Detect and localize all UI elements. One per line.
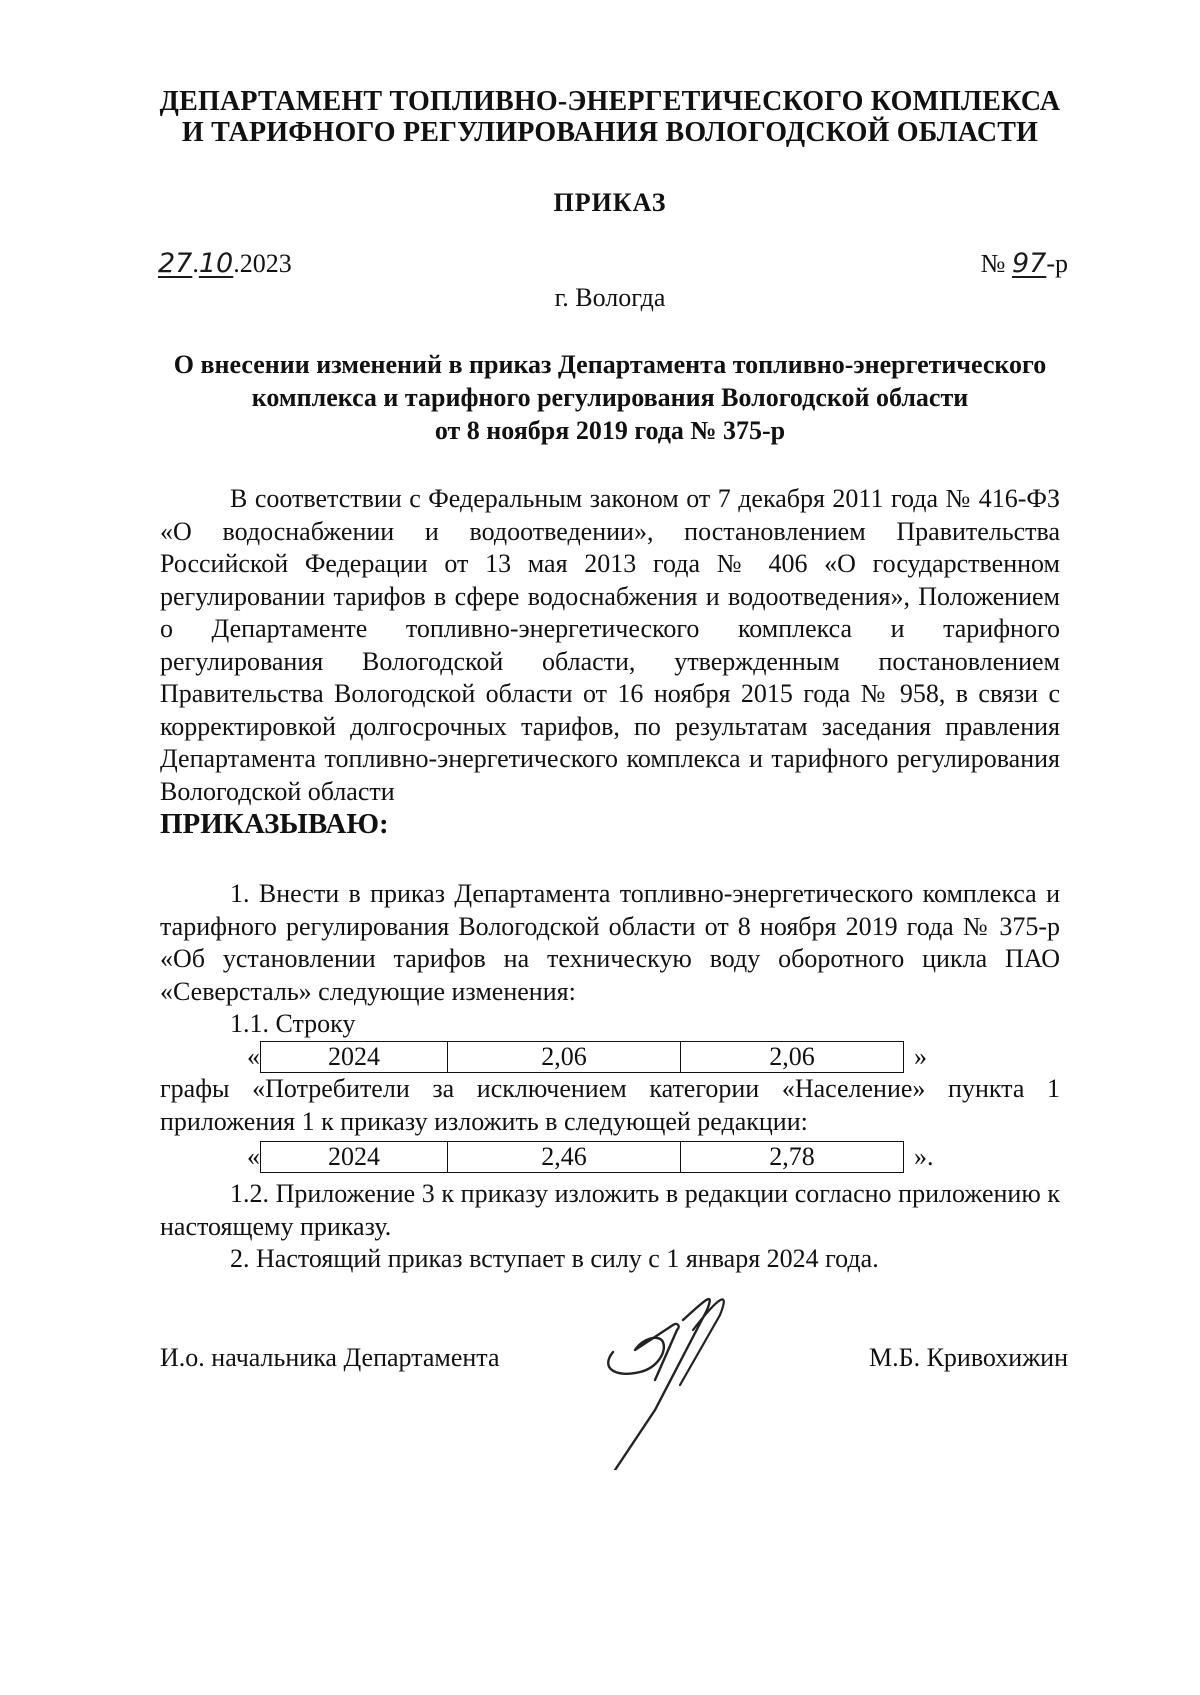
header-line-1: ДЕПАРТАМЕНТ ТОПЛИВНО-ЭНЕРГЕТИЧЕСКОГО КОМПЛЕКСА	[159, 86, 1061, 117]
old-row-line	[228, 1040, 927, 1073]
between-paragraph: графы «Потребители за исключением категории «Население» пункта 1 приложения 1 к приказу изложить в следующей редакции:	[160, 1074, 1060, 1136]
item-2: 2. Настоящий приказ вступает в силу с 1 января 2024 года.	[230, 1244, 879, 1273]
order-subject	[160, 348, 1060, 447]
item-1-1: 1.1. Строку	[230, 1009, 356, 1038]
new-row-open-quote: «	[247, 1141, 260, 1171]
preamble-paragraph: В соответствии с Федеральным законом от 7 декабря 2011 года № 416-ФЗ «О водоснабжении и водоотведении», постановлением Правительства Российской Федерации от 13 мая 2013 года № 406 «О государственном регулировании тарифов в сфере водоснабжения и водоотведения», Положением о Департаменте топливно-энергетического комплекса и тарифного регулирования Вологодской области, утвержденным постановлением Правительства Вологодской области от 16 ноября 2015 года № 958, в связи с корректировкой долгосрочных тарифов, по результатам заседания правления Департамента топливно-энергетического комплекса и тарифного регулирования Вологодской области	[160, 484, 1060, 806]
old-tariff-row	[260, 1041, 904, 1073]
old-row-value-2: 2,06	[769, 1041, 815, 1071]
new-row-line	[228, 1140, 934, 1173]
old-row-value-1: 2,06	[448, 1042, 681, 1072]
order-date	[158, 248, 292, 279]
order-number	[981, 248, 1068, 279]
old-row-year: 2024	[261, 1042, 448, 1072]
date-month: 10	[198, 248, 234, 279]
number-prefix: №	[980, 249, 1012, 278]
handwritten-signature	[595, 1290, 765, 1470]
date-separator: .	[192, 249, 199, 278]
old-row-open-quote: «	[247, 1041, 260, 1071]
number-value: 97	[1011, 248, 1047, 279]
city: г. Вологда	[554, 283, 666, 312]
subject-line-1: О внесении изменений в приказ Департамента топливно-энергетического	[173, 350, 1047, 379]
number-suffix: -р	[1046, 249, 1068, 278]
header-line-2: И ТАРИФНОГО РЕГУЛИРОВАНИЯ ВОЛОГОДСКОЙ ОБЛАСТИ	[181, 117, 1039, 148]
new-row-value-1: 2,46	[448, 1142, 681, 1172]
signatory-position: И.о. начальника Департамента	[160, 1343, 500, 1372]
date-day: 27	[158, 248, 193, 279]
subject-line-3: от 8 ноября 2019 года № 375-р	[434, 416, 786, 445]
order-title: ПРИКАЗ	[553, 188, 667, 217]
signatory-name: М.Б. Кривохижин	[869, 1343, 1068, 1372]
order-word: ПРИКАЗЫВАЮ:	[160, 808, 389, 840]
old-row-close-quote: »	[914, 1041, 927, 1071]
subject-line-2: комплекса и тарифного регулирования Вологодской области	[251, 383, 969, 412]
date-year: .2023	[233, 249, 292, 278]
new-row-year: 2024	[261, 1142, 448, 1172]
item-1: 1. Внести в приказ Департамента топливно-энергетического комплекса и тарифного регулирования Вологодской области от 8 ноября 2019 года № 375-р «Об установлении тарифов на техническую воду оборотного цикла ПАО «Северсталь» следующие изменения:	[160, 879, 1060, 1006]
new-row-close-quote: ».	[914, 1141, 934, 1171]
item-1-2: 1.2. Приложение 3 к приказу изложить в редакции согласно приложению к настоящему приказу.	[160, 1179, 1060, 1241]
new-tariff-row	[260, 1141, 904, 1173]
new-row-value-2: 2,78	[769, 1141, 815, 1171]
department-header	[150, 86, 1070, 148]
